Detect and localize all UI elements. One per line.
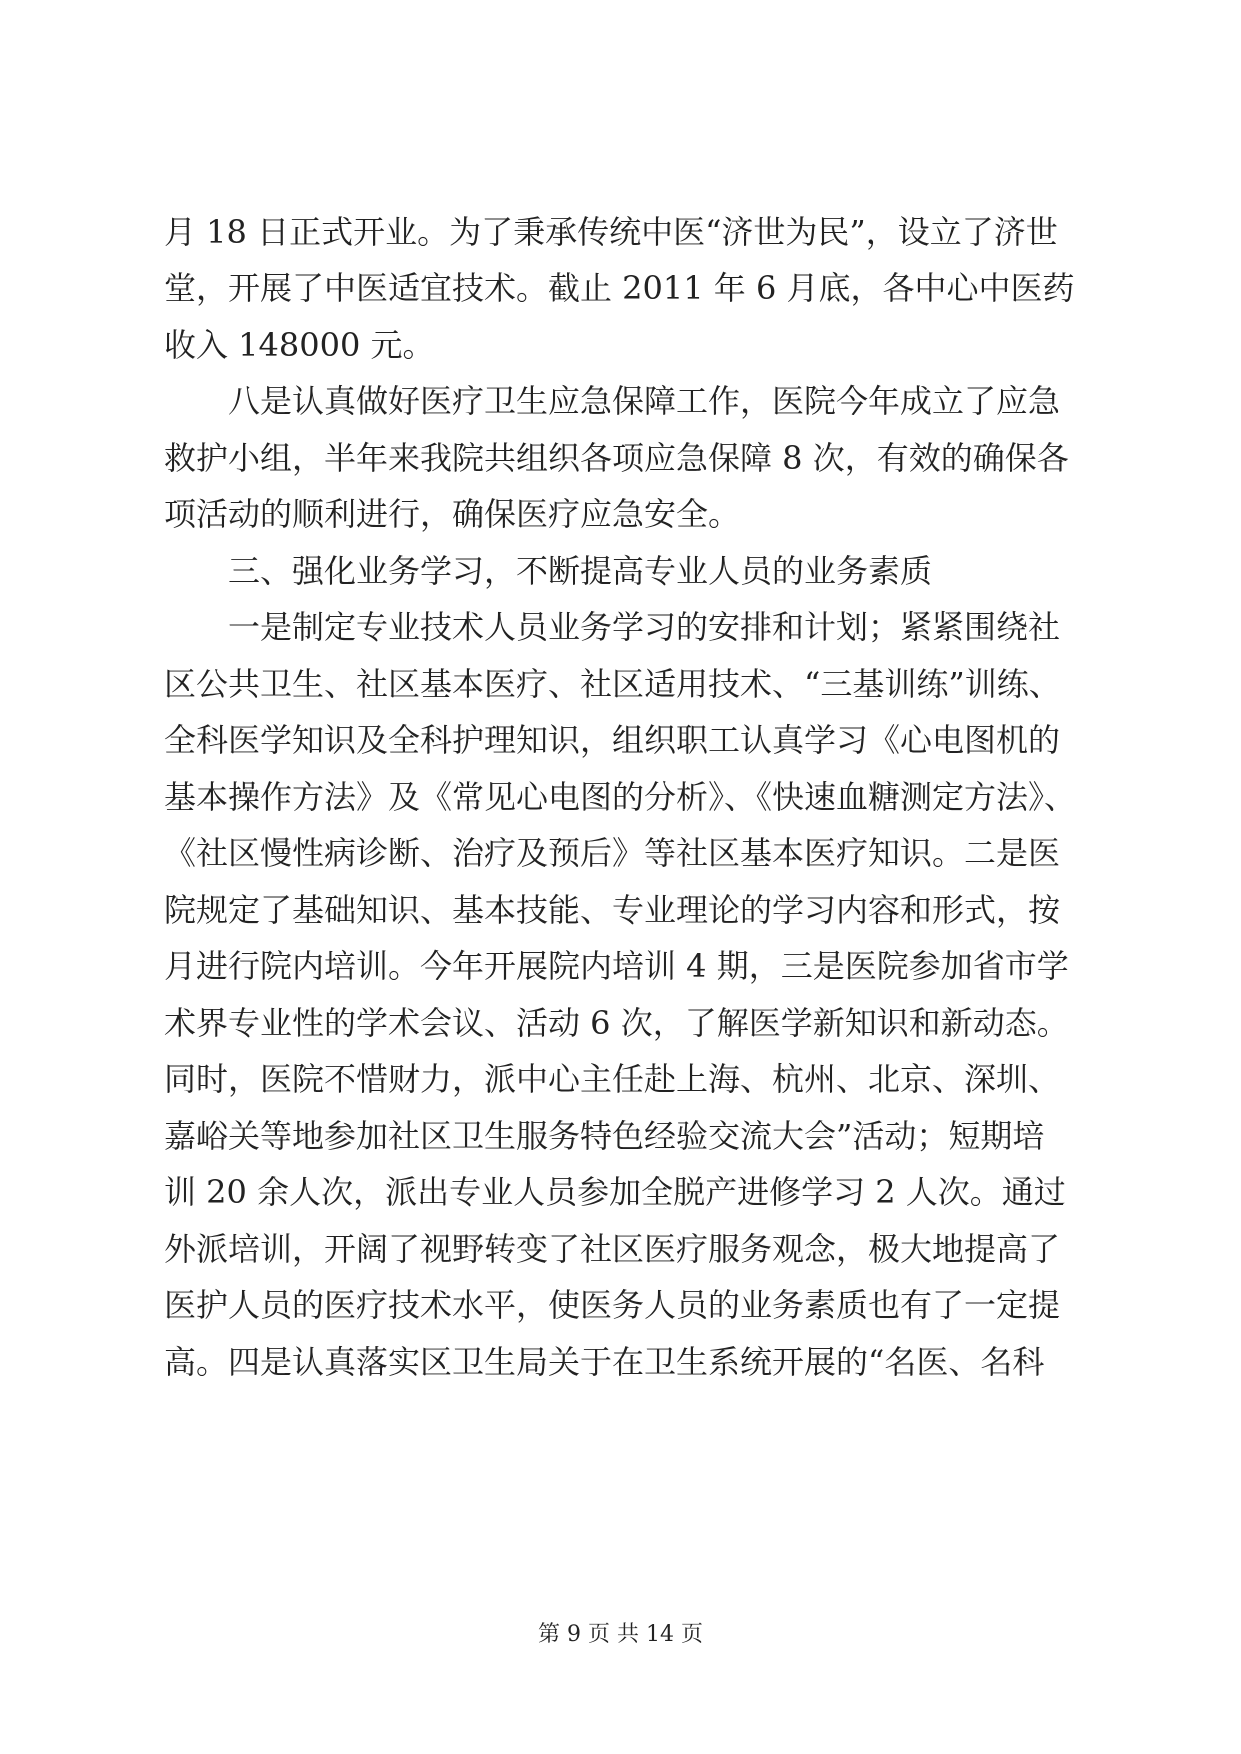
text-line: 基本操作方法》及《常见心电图的分析》、《快速血糖测定方法》、 bbox=[164, 778, 1077, 816]
text-line: 项活动的顺利进行，确保医疗应急安全。 bbox=[164, 495, 741, 533]
text-line: 收入 148000 元。 bbox=[164, 326, 435, 364]
text-line: 《社区慢性病诊断、治疗及预后》等社区基本医疗知识。二是医 bbox=[164, 834, 1061, 872]
text-line: 全科医学知识及全科护理知识，组织职工认真学习《心电图机的 bbox=[164, 721, 1061, 759]
text-line: 高。四是认真落实区卫生局关于在卫生系统开展的“名医、名科 bbox=[164, 1343, 1045, 1381]
text-line: 训 20 余人次，派出专业人员参加全脱产进修学习 2 人次。通过 bbox=[164, 1173, 1066, 1211]
text-line: 区公共卫生、社区基本医疗、社区适用技术、“三基训练”训练、 bbox=[164, 665, 1061, 703]
section-heading: 三、强化业务学习，不断提高专业人员的业务素质 bbox=[228, 552, 933, 590]
text-line: 外派培训，开阔了视野转变了社区医疗服务观念，极大地提高了 bbox=[164, 1230, 1061, 1268]
text-line: 月进行院内培训。今年开展院内培训 4 期，三是医院参加省市学 bbox=[164, 947, 1069, 985]
text-line: 月 18 日正式开业。为了秉承传统中医“济世为民”，设立了济世 bbox=[164, 213, 1058, 251]
page-number-footer: 第 9 页 共 14 页 bbox=[538, 1622, 703, 1647]
text-line: 堂，开展了中医适宜技术。截止 2011 年 6 月底，各中心中医药 bbox=[164, 269, 1075, 307]
text-line: 医护人员的医疗技术水平，使医务人员的业务素质也有了一定提 bbox=[164, 1286, 1061, 1324]
paragraph-first-line: 八是认真做好医疗卫生应急保障工作，医院今年成立了应急 bbox=[228, 382, 1061, 420]
text-line: 院规定了基础知识、基本技能、专业理论的学习内容和形式，按 bbox=[164, 891, 1061, 929]
text-line: 救护小组，半年来我院共组织各项应急保障 8 次，有效的确保各 bbox=[164, 439, 1069, 477]
text-line: 嘉峪关等地参加社区卫生服务特色经验交流大会”活动；短期培 bbox=[164, 1117, 1045, 1155]
text-line: 术界专业性的学术会议、活动 6 次，了解医学新知识和新动态。 bbox=[164, 1004, 1069, 1042]
text-line: 同时，医院不惜财力，派中心主任赴上海、杭州、北京、深圳、 bbox=[164, 1060, 1061, 1098]
paragraph-first-line: 一是制定专业技术人员业务学习的安排和计划；紧紧围绕社 bbox=[228, 608, 1061, 646]
